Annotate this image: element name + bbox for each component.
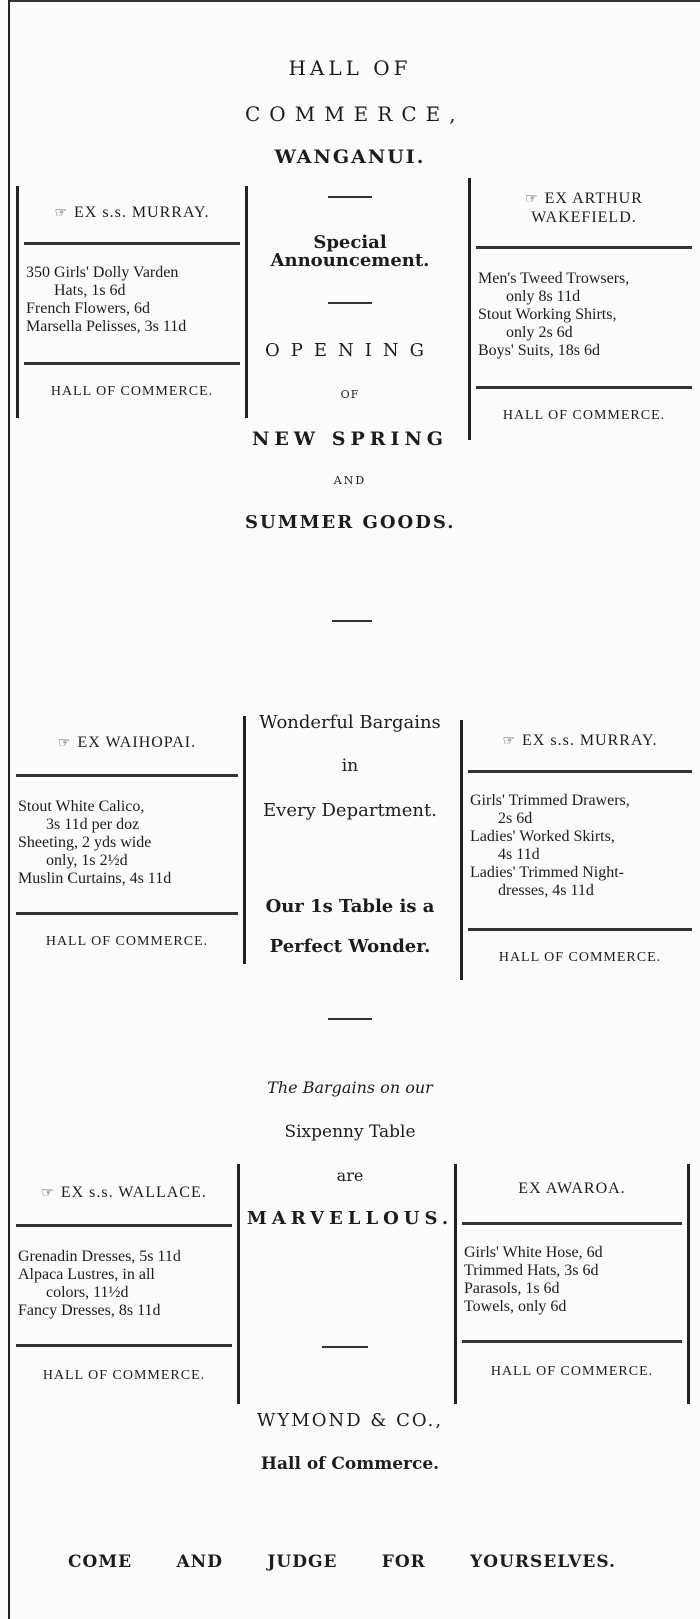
- box-footer: HALL OF COMMERCE.: [50, 384, 214, 399]
- box-rule: [16, 912, 238, 915]
- list-item: Alpaca Lustres, in all: [18, 1266, 155, 1283]
- list-item: only, 1s 2½d: [46, 852, 128, 869]
- divider: [328, 302, 372, 304]
- list-item: 3s 11d per doz: [46, 816, 140, 833]
- list-item: French Flowers, 6d: [26, 300, 150, 317]
- box-rule: [476, 386, 692, 389]
- of-text: OF: [340, 388, 360, 401]
- divider: [332, 620, 372, 622]
- box-border: [16, 186, 19, 418]
- ad-box-murray-1: [16, 186, 248, 418]
- box-rule: [24, 242, 240, 245]
- closing-word: YOURSELVES.: [470, 1552, 616, 1572]
- box-rule: [476, 246, 692, 249]
- box-items: [26, 264, 240, 336]
- list-item: Hats, 1s 6d: [54, 282, 126, 299]
- pointing-hand-icon: ☞: [502, 734, 517, 749]
- box-footer: HALL OF COMMERCE.: [498, 950, 662, 965]
- firm-name: WYMOND & CO.,: [256, 1410, 444, 1431]
- list-item: only 2s 6d: [506, 324, 573, 341]
- closing-line: [68, 1552, 616, 1572]
- box-items: [18, 798, 238, 888]
- list-item: Stout Working Shirts,: [478, 306, 617, 323]
- box-heading: ☞ EX s.s. WALLACE.: [41, 1184, 207, 1201]
- box-border: [237, 1164, 240, 1404]
- list-item: Girls' White Hose, 6d: [464, 1244, 603, 1261]
- box-items: [470, 792, 692, 900]
- list-item: dresses, 4s 11d: [498, 882, 594, 899]
- every-department: Every Department.: [263, 800, 437, 821]
- box-heading: ☞ EX s.s. MURRAY.: [54, 204, 210, 221]
- list-item: Girls' Trimmed Drawers,: [470, 792, 630, 809]
- marvellous-text: MARVELLOUS.: [246, 1208, 454, 1229]
- box-border: [454, 1164, 457, 1404]
- box-border: [687, 1164, 690, 1404]
- box-footer: HALL OF COMMERCE.: [45, 934, 209, 949]
- list-item: Trimmed Hats, 3s 6d: [464, 1262, 599, 1279]
- list-item: colors, 11½d: [46, 1284, 129, 1301]
- box-footer: HALL OF COMMERCE.: [502, 408, 666, 423]
- closing-word: COME: [68, 1552, 133, 1572]
- list-item: Sheeting, 2 yds wide: [18, 834, 152, 851]
- list-item: 4s 11d: [498, 846, 540, 863]
- new-spring-text: NEW SPRING: [251, 428, 449, 450]
- box-items: [18, 1248, 232, 1320]
- list-item: Fancy Dresses, 8s 11d: [18, 1302, 161, 1319]
- and-text: AND: [333, 474, 367, 487]
- list-item: Ladies' Worked Skirts,: [470, 828, 615, 845]
- ad-box-awaroa: [454, 1164, 690, 1404]
- box-rule: [16, 1224, 232, 1227]
- list-item: only 8s 11d: [506, 288, 581, 305]
- box-rule: [468, 770, 692, 773]
- box-rule: [16, 774, 238, 777]
- header-line2: COMMERCE,: [245, 102, 465, 126]
- box-rule: [16, 1344, 232, 1347]
- box-border: [245, 186, 248, 418]
- perfect-wonder: Perfect Wonder.: [269, 936, 431, 957]
- summer-goods-text: SUMMER GOODS.: [245, 512, 456, 533]
- list-item: 2s 6d: [498, 810, 533, 827]
- box-rule: [462, 1222, 682, 1225]
- list-item: 350 Girls' Dolly Varden: [26, 264, 179, 281]
- in-text: in: [341, 756, 359, 776]
- box-rule: [462, 1340, 682, 1343]
- list-item: Muslin Curtains, 4s 11d: [18, 870, 172, 887]
- one-shilling-table: Our 1s Table is a: [265, 896, 435, 917]
- box-heading: ☞ EX ARTHUR WAKEFIELD.: [525, 190, 643, 226]
- header-line3: WANGANUI.: [274, 146, 426, 168]
- pointing-hand-icon: ☞: [57, 736, 72, 751]
- box-heading: ☞ EX WAIHOPAI.: [57, 734, 197, 751]
- header-line1: HALL OF: [288, 56, 412, 80]
- hall-of-commerce-signature: Hall of Commerce.: [260, 1454, 440, 1474]
- list-item: Boys' Suits, 18s 6d: [478, 342, 601, 359]
- box-rule: [24, 362, 240, 365]
- wonderful-bargains: Wonderful Bargains: [259, 712, 441, 733]
- box-items: [464, 1244, 682, 1316]
- box-border: [468, 178, 471, 440]
- list-item: Stout White Calico,: [18, 798, 145, 815]
- box-border: [243, 716, 246, 964]
- ad-box-murray-2: [460, 720, 700, 980]
- opening-text: OPENING: [265, 340, 435, 361]
- ad-box-arthur-wakefield: [468, 178, 700, 440]
- divider: [328, 1018, 372, 1020]
- list-item: Grenadin Dresses, 5s 11d: [18, 1248, 181, 1265]
- are-text: are: [336, 1166, 364, 1185]
- closing-word: JUDGE: [267, 1552, 338, 1572]
- list-item: Towels, only 6d: [464, 1298, 567, 1315]
- bargains-on-our: The Bargains on our: [267, 1078, 433, 1097]
- list-item: Parasols, 1s 6d: [464, 1280, 560, 1297]
- box-items: [478, 270, 692, 360]
- box-border: [460, 720, 463, 980]
- list-item: Marsella Pelisses, 3s 11d: [26, 318, 187, 335]
- box-heading: EX AWAROA.: [518, 1180, 626, 1197]
- box-footer: HALL OF COMMERCE.: [490, 1364, 654, 1379]
- sixpenny-table: Sixpenny Table: [284, 1122, 416, 1142]
- divider: [322, 1346, 368, 1348]
- box-heading: ☞ EX s.s. MURRAY.: [502, 732, 658, 749]
- list-item: Ladies' Trimmed Night-: [470, 864, 624, 881]
- pointing-hand-icon: ☞: [54, 206, 69, 221]
- closing-word: FOR: [381, 1552, 426, 1572]
- ad-box-wallace: [8, 1164, 240, 1404]
- special-announcement: Special Announcement.: [270, 232, 430, 271]
- page-top-border: [8, 0, 700, 2]
- pointing-hand-icon: ☞: [525, 192, 539, 207]
- box-footer: HALL OF COMMERCE.: [42, 1368, 206, 1383]
- list-item: Men's Tweed Trowsers,: [478, 270, 630, 287]
- ad-box-waihopai: [8, 716, 246, 964]
- divider: [328, 196, 372, 198]
- closing-word: AND: [176, 1552, 223, 1572]
- box-rule: [468, 928, 692, 931]
- pointing-hand-icon: ☞: [41, 1186, 55, 1201]
